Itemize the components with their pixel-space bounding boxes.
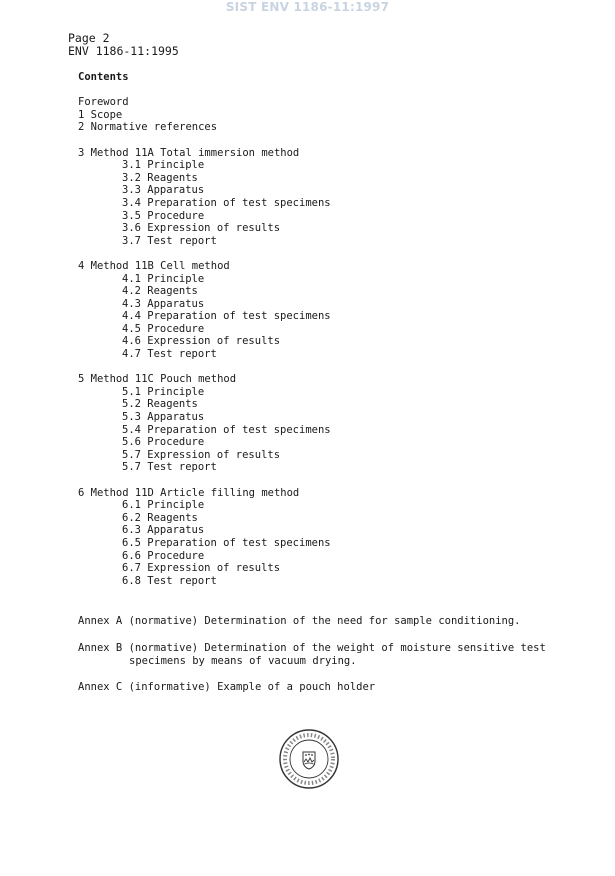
toc-subentry: 4.5 Procedure [122,322,205,335]
official-stamp-icon [278,728,340,790]
toc-subentry: 6.6 Procedure [122,549,205,562]
toc-subentry: 5.2 Reagents [122,398,198,411]
toc-section-5 [78,373,578,474]
toc-entry-normative-references: 2 Normative references [78,121,218,134]
toc-subentry: 4.6 Expression of results [122,335,281,348]
toc-subentry: 5.1 Principle [122,385,205,398]
toc-subentry: 4.4 Preparation of test specimens [122,310,331,323]
toc-section-4 [78,260,578,361]
toc-subentry: 6.2 Reagents [122,511,198,524]
toc-subentry: 4.3 Apparatus [122,297,205,310]
section-title: 6 Method 11D Article filling method [78,486,300,499]
toc-subentry: 3.5 Procedure [122,209,205,222]
page-header [68,32,179,58]
toc-subentry: 5.3 Apparatus [122,411,205,424]
toc-subentry: 6.5 Preparation of test specimens [122,536,331,549]
toc-entry-scope: 1 Scope [78,108,123,121]
toc-subentry: 6.1 Principle [122,499,205,512]
watermark: SIST ENV 1186-11:1997 [225,0,390,14]
toc-subentry: 6.3 Apparatus [122,524,205,537]
annex-a [78,615,558,628]
toc-subentry: 3.1 Principle [122,159,205,172]
toc-subentry: 3.6 Expression of results [122,222,281,235]
annex-b [78,642,558,667]
document-body [78,71,578,694]
annex-title: Annex C (informative) Example of a pouch holder [78,681,376,694]
toc-subentry: 6.7 Expression of results [122,562,281,575]
intro-list [78,96,578,134]
page-number: Page 2 [68,31,110,45]
toc-entry-foreword: Foreword [78,96,129,109]
toc-subentry: 4.2 Reagents [122,285,198,298]
annex-title: Annex B (normative) Determination of the weight of moisture sensitive test [78,641,546,654]
toc-subentry: 3.2 Reagents [122,171,198,184]
toc-subentry: 6.8 Test report [122,574,217,587]
toc-section-6 [78,487,578,588]
section-title: 3 Method 11A Total immersion method [78,146,300,159]
toc-subentry: 5.7 Test report [122,461,217,474]
toc-subentry: 5.6 Procedure [122,436,205,449]
section-title: 5 Method 11C Pouch method [78,373,237,386]
annex-c [78,681,558,694]
annex-title: Annex A (normative) Determination of the need for sample conditioning. [78,615,521,628]
toc-subentry: 3.7 Test report [122,234,217,247]
contents-heading: Contents [78,71,129,83]
annex-title-continued: specimens by means of vacuum drying. [129,654,357,667]
toc-subentry: 3.3 Apparatus [122,184,205,197]
toc-subentry: 5.7 Expression of results [122,448,281,461]
section-title: 4 Method 11B Cell method [78,259,230,272]
toc-subentry: 3.4 Preparation of test specimens [122,196,331,209]
standard-number: ENV 1186-11:1995 [68,44,179,58]
toc-section-3 [78,147,578,248]
toc-subentry: 4.1 Principle [122,272,205,285]
toc-subentry: 5.4 Preparation of test specimens [122,423,331,436]
toc-subentry: 4.7 Test report [122,348,217,361]
